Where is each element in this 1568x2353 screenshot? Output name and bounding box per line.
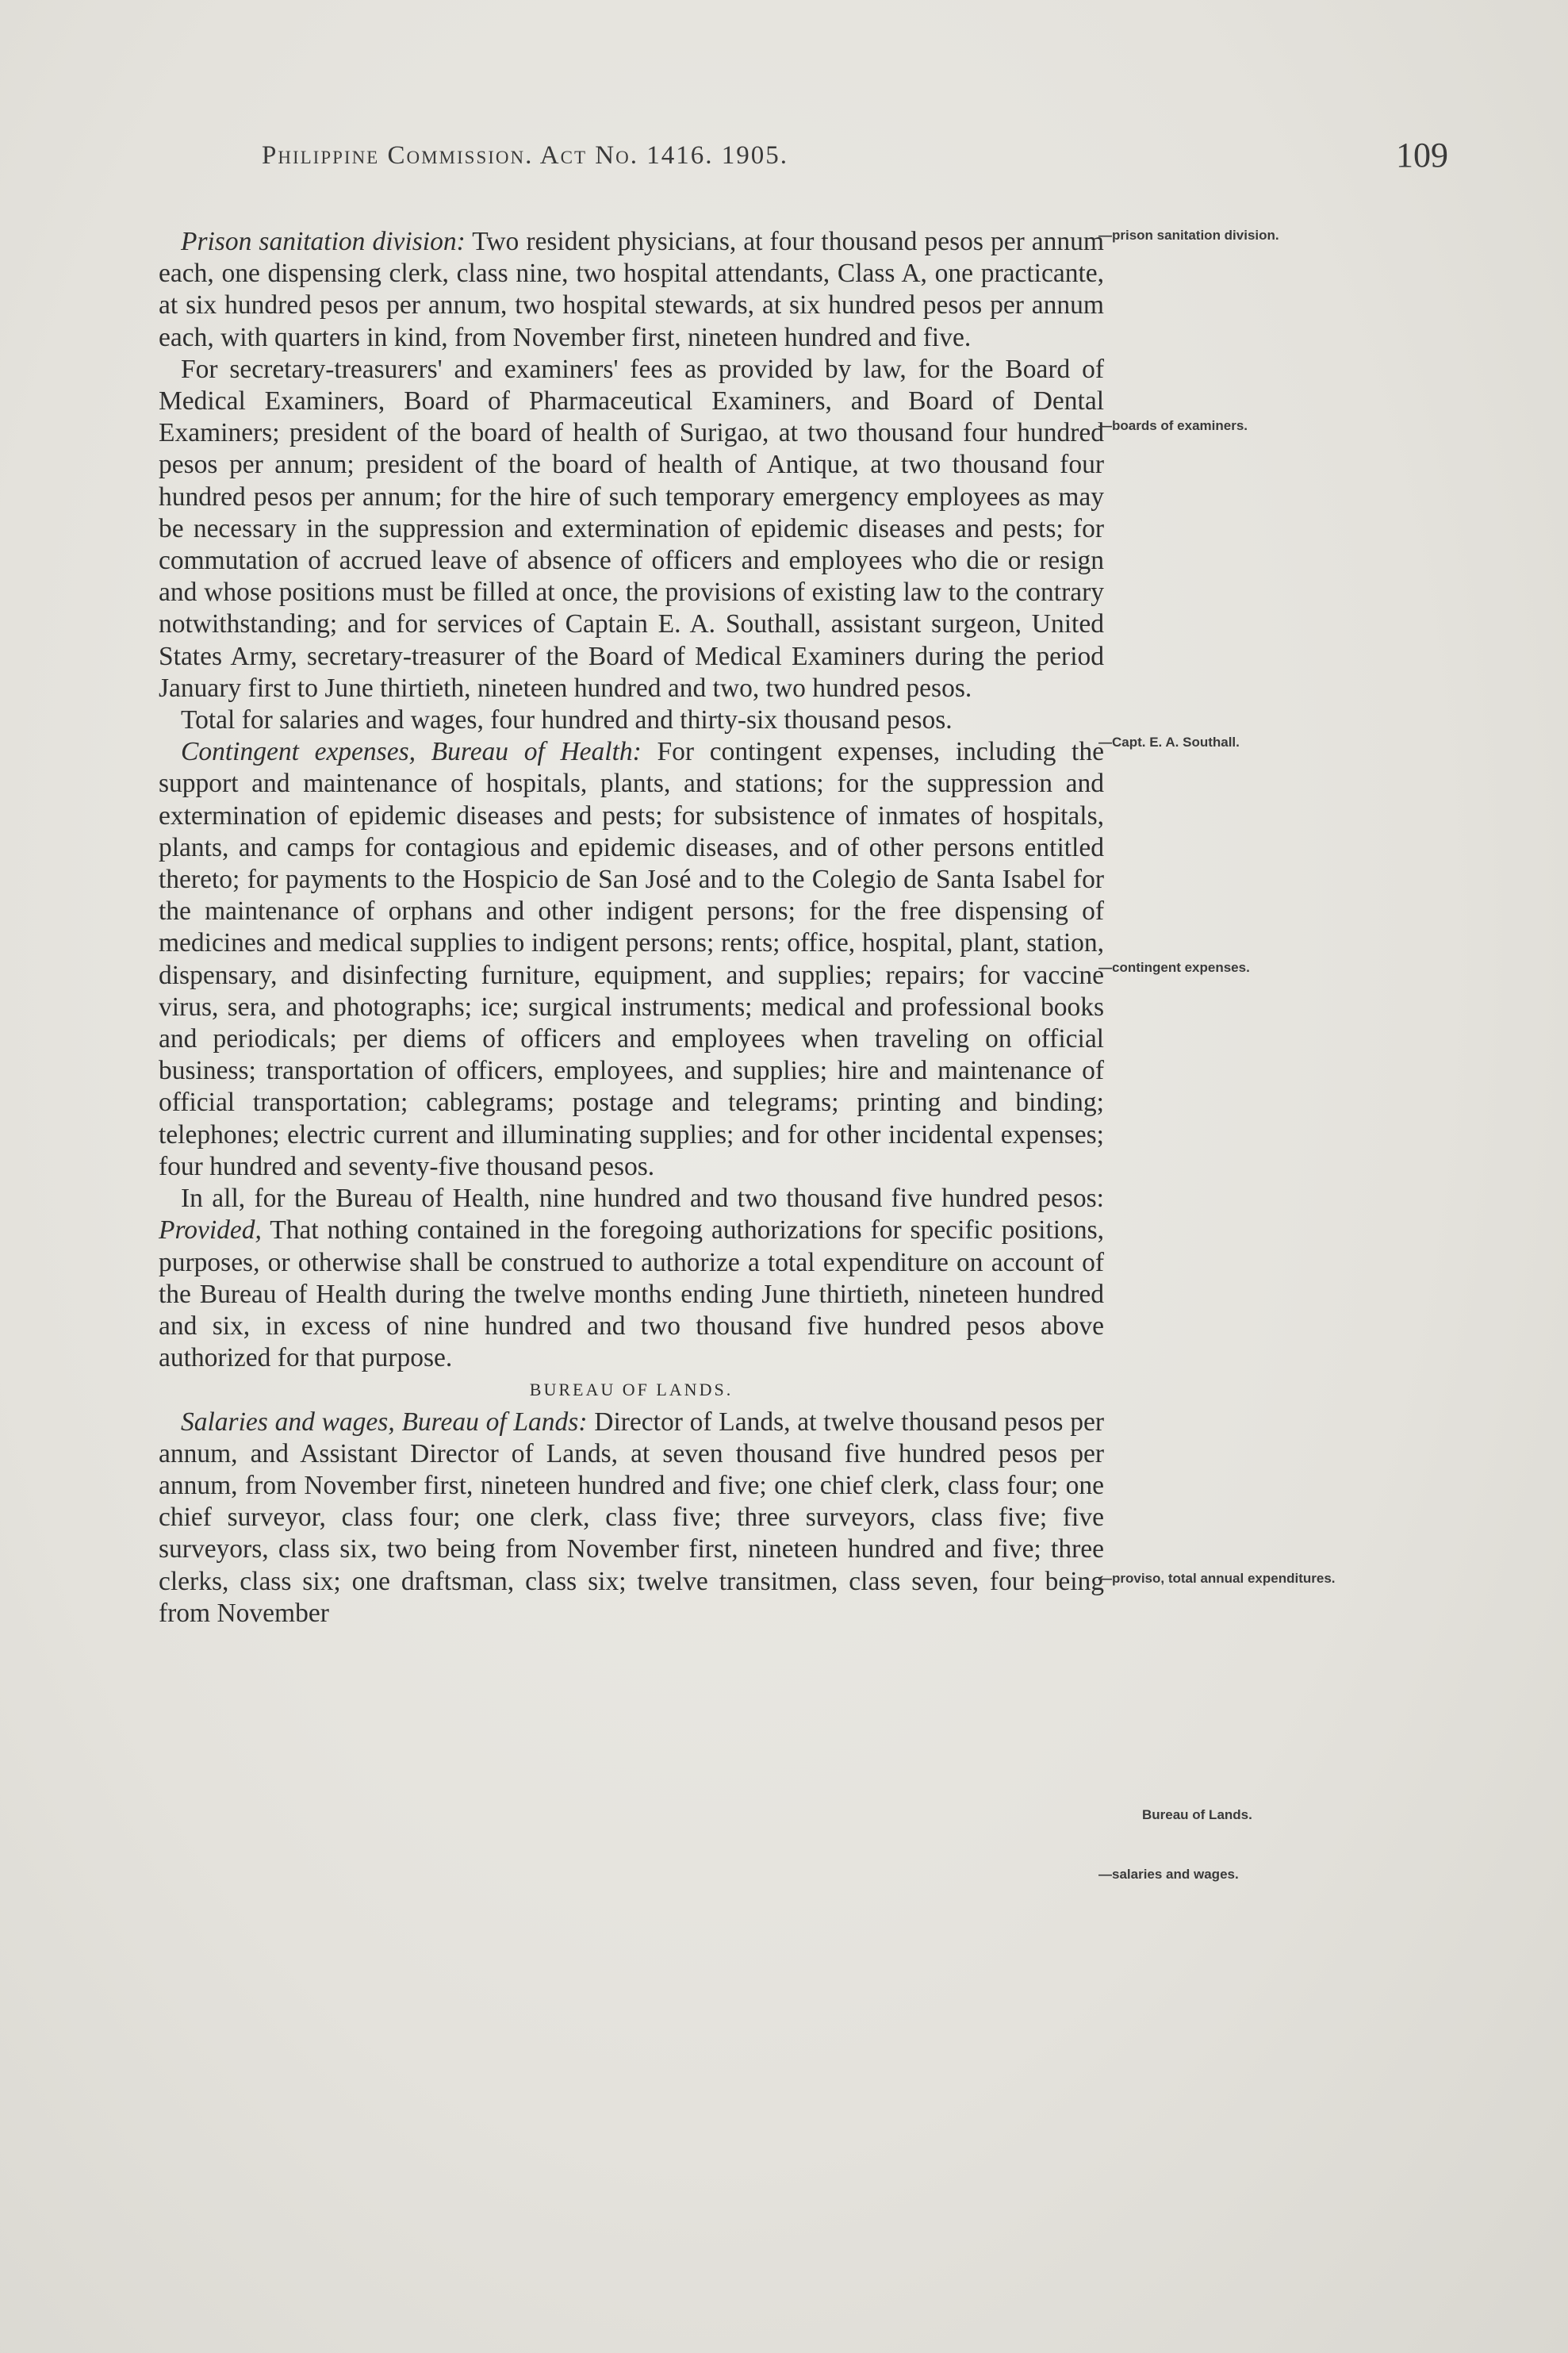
margin-note-salaries: —salaries and wages. (1098, 1867, 1239, 1882)
body-text (159, 226, 1104, 1629)
paragraph-total-salaries: Total for salaries and wages, four hundred and thirty-six thousand pesos. (181, 705, 953, 735)
paragraph-in-all (159, 1183, 1104, 1374)
margin-note-boards: —boards of examiners. (1098, 418, 1248, 433)
margin-note-bureau: Bureau of Lands. (1142, 1807, 1252, 1822)
contingent-title: Contingent expenses, Bureau of Health: (181, 737, 642, 767)
margin-note-contingent: —contingent expenses. (1098, 960, 1250, 975)
in-all-text-a: In all, for the Bureau of Health, nine hundred and two thousand five hundred pesos: (181, 1184, 1104, 1214)
paragraph-lands-salaries (159, 1407, 1104, 1629)
margin-note-prison: —prison sanitation division. (1098, 228, 1279, 243)
paragraph-prison-sanitation (159, 226, 1104, 354)
page-number: 109 (1396, 136, 1448, 175)
margin-note-southall: —Capt. E. A. Southall. (1098, 735, 1240, 750)
provided-word: Provided, (159, 1215, 262, 1246)
lands-title: Salaries and wages, Bureau of Lands: (181, 1407, 588, 1437)
lands-text: Director of Lands, at twelve thousand pesos per annum, and Assistant Director of Lands, at seven thousand five hundred pesos per annum, from November first, nineteen hundred and five; one chief clerk, class four; one chief surveyor, class four; one clerk, class five; three surveyors, class five; five surveyors, class six, two being from November first, nineteen hundred and five; three clerks, class six; one draftsman, class six; twelve transitmen, class seven, four being from November (159, 1407, 1104, 1628)
prison-title: Prison sanitation division: (181, 227, 466, 256)
margin-note-proviso: —proviso, total annual expenditures. (1098, 1571, 1336, 1586)
in-all-text-b: That nothing contained in the foregoing authorizations for specific positions, purposes, or otherwise shall be construed to authorize a total expenditure on account of the Bureau of Health during the twelve months ending June thirtieth, nineteen hundred and six, in excess of nine hundred and two thousand five hundred pesos above authorized for that purpose. (159, 1215, 1104, 1373)
contingent-text: For contingent expenses, including the support and maintenance of hospitals, plants, and stations; for the suppression and extermination of epidemic diseases and pests; for subsistence of inmates of hospitals, plants, and camps for contagious and epidemic diseases, and of other persons entitled thereto; for payments to the Hospicio de San José and to the Colegio de Santa Isabel for the maintenance of orphans and other indigent persons; for the free dispensing of medicines and medical supplies to indigent persons; rents; office, hospital, plant, station, dispensary, and disinfecting furniture, equipment, and supplies; repairs; for vaccine virus, sera, and photographs; ice; surgical instruments; medical and professional books and periodicals; per diems of officers and employees when traveling on official business; transportation of officers, employees, and supplies; hire and maintenance of official transportation; cablegrams; postage and telegrams; printing and binding; telephones; electric current and illuminating supplies; and for other incidental expenses; four hundred and seventy-five thousand pesos. (159, 737, 1104, 1181)
paragraph-boards-of-examiners: For secretary-treasurers' and examiners' fees as provided by law, for the Board of Medical Examiners, Board of Pharmaceutical Examiners, and Board of Dental Examiners; president of the board of health of Surigao, at two thousand four hundred pesos per annum; president of the board of health of Antique, at two thousand four hundred pesos per annum; for the hire of such temporary emergency employees as may be necessary in the suppression and extermination of epidemic diseases and pests; for commutation of accrued leave of absence of officers and employees who die or resign and whose positions must be filled at once, the provisions of existing law to the contrary notwithstanding; and for services of Captain E. A. Southall, assistant surgeon, United States Army, secretary-treasurer of the Board of Medical Examiners during the period January first to June thirtieth, nineteen hundred and two, two hundred pesos. (159, 354, 1104, 703)
paragraph-contingent-expenses (159, 736, 1104, 1183)
section-heading-bureau-of-lands: BUREAU OF LANDS. (529, 1380, 734, 1400)
running-title: Philippine Commission. Act No. 1416. 1905. (262, 141, 788, 170)
prison-text: Two resident physicians, at four thousand pesos per annum each, one dispensing clerk, class nine, two hospital attendants, Class A, one practicante, at six hundred pesos per annum, two hospital stewards, at six hundred pesos per annum each, with quarters in kind, from November first, nineteen hundred and five. (159, 227, 1104, 352)
